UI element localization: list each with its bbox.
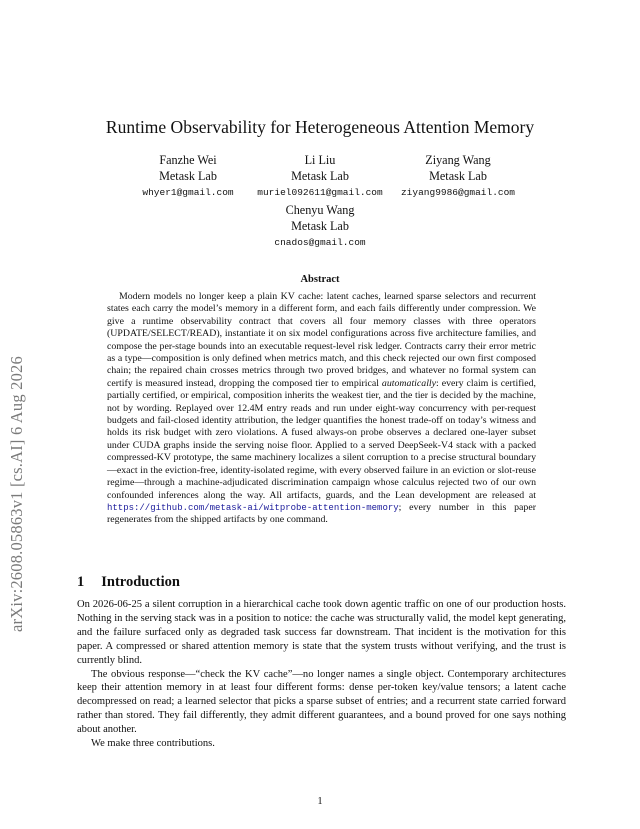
author-name: Fanzhe Wei — [159, 153, 217, 167]
body-paragraph: The obvious response—“check the KV cache”—no longer names a single object. Contemporary architectures keep their attention memory in at least four different forms: dense per-token key/value tensors; a latent cache decompressed on read; a learned selector that picks a sparse subset of entries; and a recurrent state carried forward rather than stored. They fail differently, they admit different guarantees, and a bound proved for one says nothing about another. — [77, 668, 566, 736]
author-block — [120, 153, 256, 201]
author-name: Ziyang Wang — [425, 153, 491, 167]
author-name: Li Liu — [304, 153, 336, 167]
page-number: 1 — [317, 796, 323, 807]
section-body — [77, 598, 566, 751]
abstract-text: : every claim is certified, partially certified, or empirical, composition inherits the weakest tier, and the tier is decided by the machine, not by wording. Replayed over 12.4M entry reads and run under eight-way concurrency with per-request budgets and fail-closed identity attribution, the ledger quantifies the honest trade-off on today’s witness and holds its risk budget with zero violations. A fused always-on probe observes a declared one-layer subset under CUDA graphs inside the serving noise floor. Applied to a served DeepSeek-V4 stack with a packed compressed-KV prototype, the same machinery localizes a silent corruption to a precise structural boundary —exact in the eviction-free, identity-isolated regime, with every observed failure in an eviction or slot-reuse regime—through a machine-adjudicated discrimination campaign whose calculus rejected two of our own confounded inferences along the way. All artifacts, guards, and the Lean development are released at — [107, 377, 536, 501]
section-heading — [77, 574, 180, 591]
author-email: cnados@gmail.com — [274, 237, 366, 248]
paper-title: Runtime Observability for Heterogeneous Attention Memory — [105, 117, 535, 137]
author-affiliation: Metask Lab — [159, 168, 217, 183]
author-block — [252, 203, 388, 251]
author-affiliation: Metask Lab — [291, 168, 349, 183]
author-block — [238, 153, 402, 201]
author-email: ziyang9986@gmail.com — [400, 187, 516, 198]
abstract-text: ; every number in this paper regenerates from the shipped artifacts by one command. — [107, 501, 536, 526]
abstract-emphasis: automatically — [381, 377, 437, 389]
author-email: whyer1@gmail.com — [142, 187, 234, 198]
section-number: 1 — [77, 574, 85, 590]
author-name: Chenyu Wang — [285, 203, 355, 217]
repository-link[interactable]: https://github.com/metask-ai/witprobe-attention-memory — [107, 502, 399, 513]
body-paragraph: On 2026-06-25 a silent corruption in a hierarchical cache took down agentic traffic on one of our production hosts. Nothing in the serving stack was in a position to notice: the cache was structurally valid, the model kept generating, and the failure surfaced only as degraded task success far downstream. That incident is the motivation for this paper. A compressed or shared attention memory is state that the system trusts without verifying, and the trust is currently blind. — [77, 599, 566, 666]
author-affiliation: Metask Lab — [291, 218, 349, 233]
section-title: Introduction — [101, 574, 180, 590]
author-email: muriel092611@gmail.com — [257, 187, 383, 198]
arxiv-identifier: arXiv:2608.05863v1 [cs.AI] 6 Aug 2026 — [7, 356, 26, 632]
author-block — [386, 153, 530, 201]
author-affiliation: Metask Lab — [429, 168, 487, 183]
abstract-heading: Abstract — [300, 274, 340, 285]
abstract-text: Modern models no longer keep a plain KV cache: latent caches, learned sparse selectors and recurrent states each carry the model’s memory in a different form, and each fails differently under compression. We give a runtime observability contract that covers all four memory classes with three operators (UPDATE/SELECT/READ), instantiate it on six model configurations across five architecture families, and compose the per-stage bounds into an executable request-level risk ledger. Contracts carry their error metric as a type—composition is only defined when metrics match, and this check rejected our own first composed chain; the repaired chain crosses metrics through two proved bridges, and whatever no formal system can certify is measured instead, dropping the composed tier to empirical — [107, 291, 536, 389]
abstract-body — [107, 291, 536, 527]
body-paragraph: We make three contributions. — [91, 738, 215, 750]
